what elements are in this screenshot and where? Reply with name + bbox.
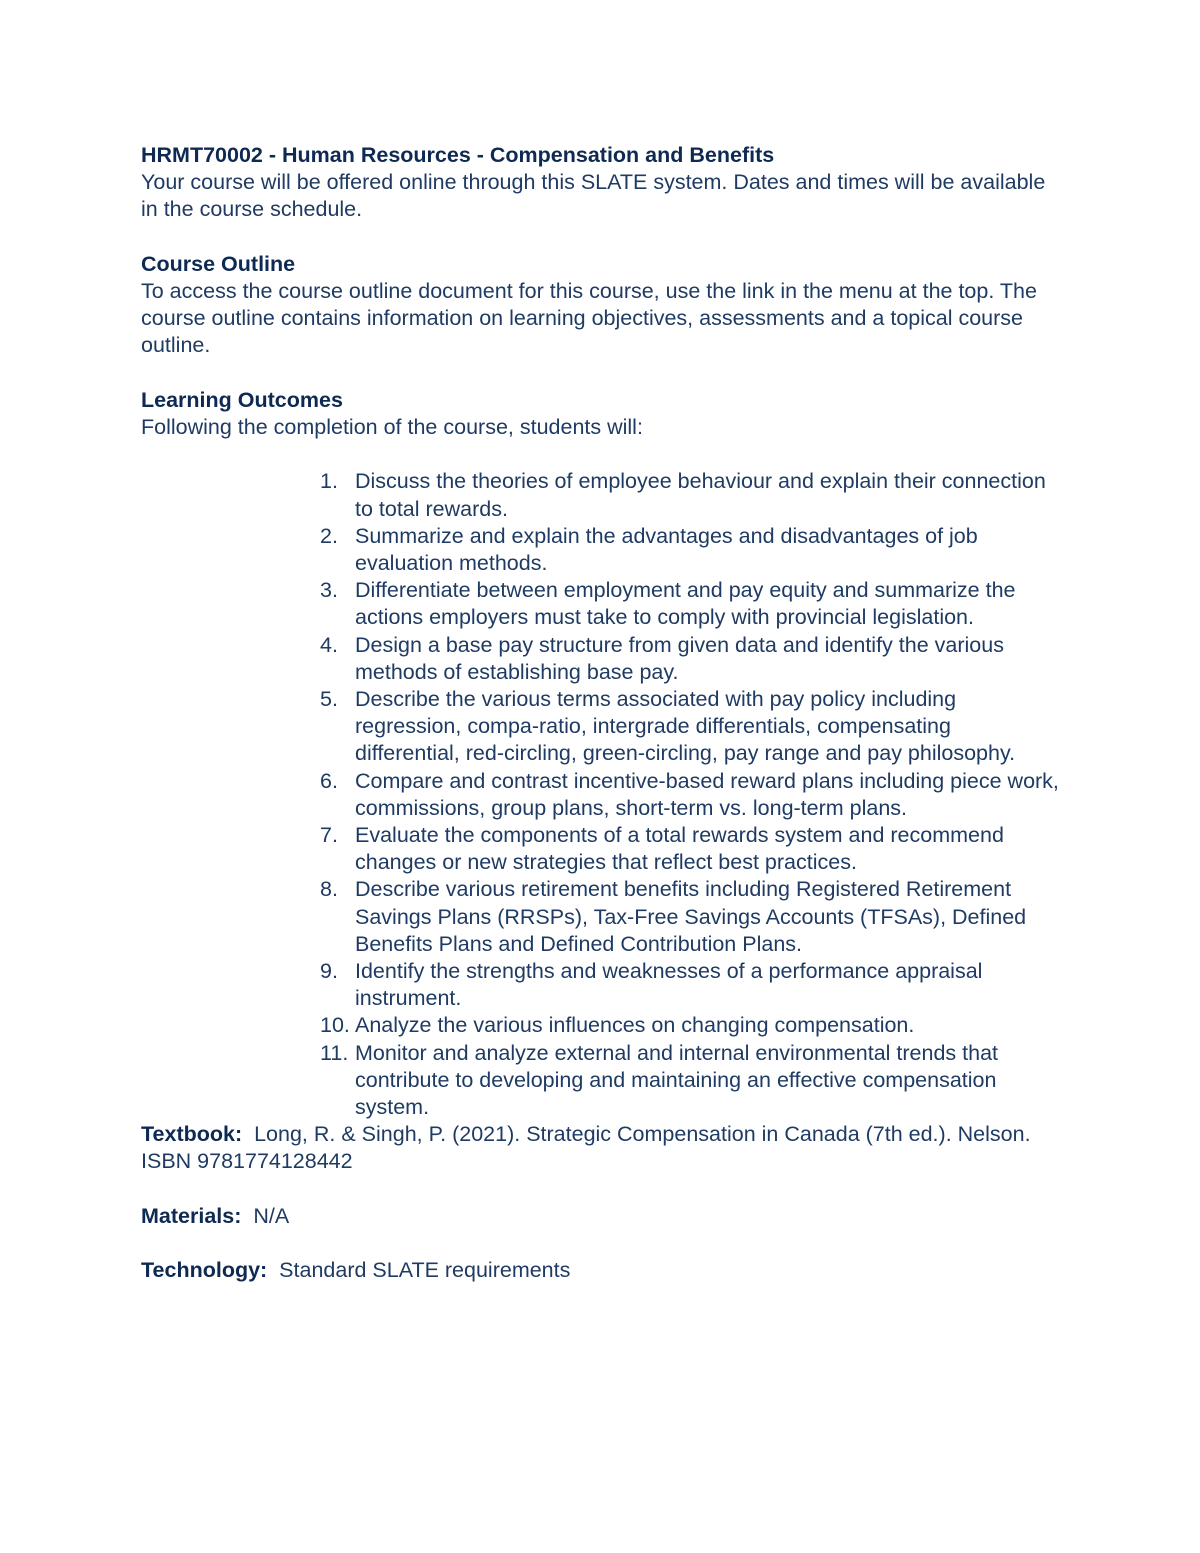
technology-value: Standard SLATE requirements [279,1258,571,1283]
learning-outcome-item [320,468,1061,522]
learning-outcome-number: 11. [320,1040,349,1065]
learning-outcome-number: 7. [320,823,338,848]
learning-outcome-text: Design a base pay structure from given data and identify the various methods of establishing base pay. [355,632,1004,684]
learning-outcome-text: Discuss the theories of employee behaviour and explain their connection to total rewards. [355,469,1046,521]
learning-outcome-item [320,876,1061,958]
learning-outcome-number: 5. [320,687,338,712]
learning-outcome-number: 8. [320,877,338,902]
spacer [141,224,1061,251]
learning-outcome-number: 6. [320,768,338,793]
learning-outcome-text: Compare and contrast incentive-based reward plans including piece work, commissions, group plans, short-term vs. long-term plans. [355,768,1059,820]
learning-outcome-item [320,632,1061,686]
learning-outcome-number: 9. [320,959,338,984]
learning-outcomes-intro: Following the completion of the course, students will: [141,415,643,439]
course-intro: Your course will be offered online through this SLATE system. Dates and times will be available in the course schedule. [141,170,1046,222]
learning-outcome-text: Differentiate between employment and pay equity and summarize the actions employers must take to comply with provincial legislation. [355,578,1016,630]
learning-outcome-text: Describe the various terms associated with pay policy including regression, compa-ratio, intergrade differentials, compensating differential, red-circling, green-circling, pay range and pay philosophy. [355,687,1016,766]
textbook-label: Textbook: [141,1122,243,1147]
learning-outcome-item [320,577,1061,631]
materials-value: N/A [253,1203,290,1228]
learning-outcomes-heading: Learning Outcomes [141,387,343,412]
spacer [141,1230,1061,1257]
learning-outcome-number: 2. [320,523,338,548]
learning-outcome-item [320,523,1061,577]
learning-outcome-number: 3. [320,578,338,603]
learning-outcome-text: Summarize and explain the advantages and disadvantages of job evaluation methods. [355,523,978,575]
materials-line [141,1203,1061,1230]
learning-outcome-item [320,822,1061,876]
learning-outcome-number: 1. [320,469,338,494]
learning-outcome-number: 10. [320,1013,350,1038]
learning-outcome-number: 4. [320,632,338,657]
learning-outcome-item [320,1012,1061,1039]
learning-outcome-text: Evaluate the components of a total rewards system and recommend changes or new strategies that reflect best practices. [355,823,1004,875]
textbook-line [141,1121,1061,1175]
spacer [141,441,1061,468]
learning-outcomes-list [141,468,1061,1121]
learning-outcome-text: Analyze the various influences on changing compensation. [355,1013,915,1038]
spacer [141,360,1061,387]
course-outline-heading: Course Outline [141,251,296,276]
learning-outcome-item [320,768,1061,822]
course-title: HRMT70002 - Human Resources - Compensation and Benefits [141,143,775,167]
learning-outcome-text: Monitor and analyze external and internal environmental trends that contribute to developing and maintaining an effective compensation system. [355,1040,998,1120]
learning-outcome-text: Describe various retirement benefits including Registered Retirement Savings Plans (RRSPs), Tax-Free Savings Accounts (TFSAs), Defined Benefits Plans and Defined Contribution Plans. [355,877,1027,956]
materials-label: Materials: [141,1203,242,1228]
spacer [141,1176,1061,1203]
learning-outcome-text: Identify the strengths and weaknesses of a performance appraisal instrument. [355,959,983,1011]
course-outline-text: To access the course outline document for this course, use the link in the menu at the top. The course outline contains information on learning objectives, assessments and a topical course outline. [141,279,1037,358]
technology-line [141,1257,1061,1284]
technology-label: Technology: [141,1258,268,1283]
learning-outcome-item [320,958,1061,1012]
learning-outcome-item [320,1040,1061,1122]
textbook-value: Long, R. & Singh, P. (2021). Strategic Compensation in Canada (7th ed.). Nelson. ISBN 9781774128442 [141,1122,1031,1174]
document-page [141,142,1061,1284]
learning-outcome-item [320,686,1061,768]
